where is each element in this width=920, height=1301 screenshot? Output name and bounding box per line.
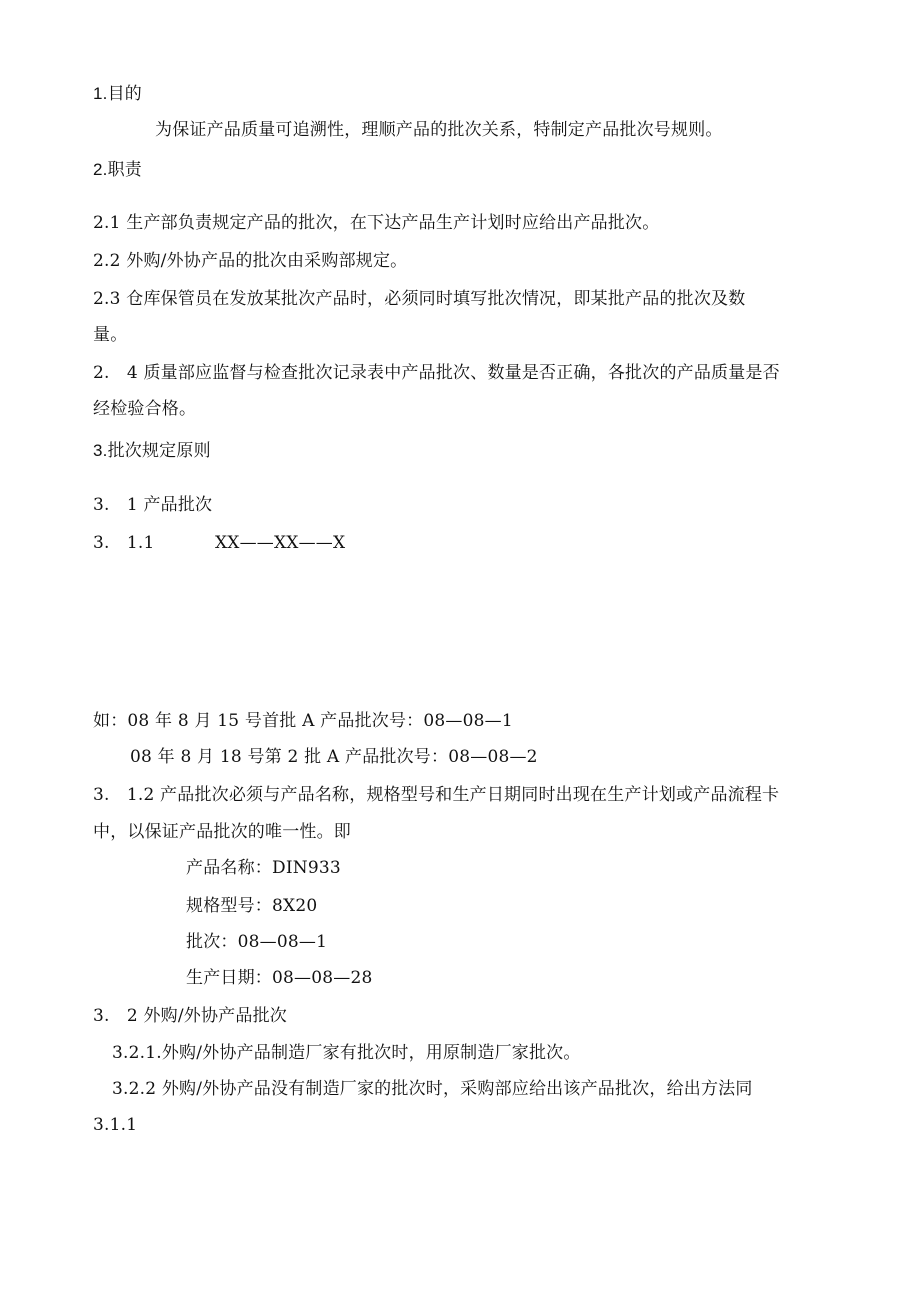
rule-3-1-2-line1: 3. 1.2 产品批次必须与产品名称，规格型号和生产日期同时出现在生产计划或产品流程卡: [93, 785, 780, 805]
rule-3-2-1: 3.2.1.外购/外协产品制造厂家有批次时，用原制造厂家批次。: [112, 1043, 581, 1063]
heading-purpose: 1.目的: [93, 84, 142, 103]
responsibility-2-4-line1: 2. 4 质量部应监督与检查批次记录表中产品批次、数量是否正确，各批次的产品质量是否: [93, 363, 780, 383]
rule-3-2-2-line1: 3.2.2 外购/外协产品没有制造厂家的批次时，采购部应给出该产品批次，给出方法同: [112, 1079, 753, 1099]
batch-field: 批次：08—08—1: [186, 932, 328, 952]
batch-format: XX——XX——X: [215, 533, 346, 553]
spec-field: 规格型号：8X20: [186, 896, 318, 916]
purpose-text: 为保证产品质量可追溯性，理顺产品的批次关系，特制定产品批次号规则。: [155, 120, 723, 140]
rule-3-2-2-line2: 3.1.1: [93, 1115, 138, 1135]
rule-3-1-2-line2: 中，以保证产品批次的唯一性。即: [93, 822, 351, 842]
heading-batch-rules: 3.批次规定原则: [93, 441, 211, 460]
responsibility-2-3-line2: 量。: [93, 325, 128, 345]
responsibility-2-3-line1: 2.3 仓库保管员在发放某批次产品时，必须同时填写批次情况，即某批产品的批次及数: [93, 289, 746, 309]
responsibility-2-1: 2.1 生产部负责规定产品的批次，在下达产品生产计划时应给出产品批次。: [93, 213, 660, 233]
product-name-field: 产品名称：DIN933: [186, 858, 341, 878]
heading-responsibilities: 2.职责: [93, 160, 142, 179]
example-line-1: 如：08 年 8 月 15 号首批 A 产品批次号：08—08—1: [93, 711, 513, 731]
production-date-field: 生产日期：08—08—28: [186, 968, 373, 988]
responsibility-2-4-line2: 经检验合格。: [93, 399, 197, 419]
example-line-2: 08 年 8 月 18 号第 2 批 A 产品批次号：08—08—2: [130, 747, 538, 767]
responsibility-2-2: 2.2 外购/外协产品的批次由采购部规定。: [93, 251, 408, 271]
subheading-outsourced-batch: 3. 2 外购/外协产品批次: [93, 1006, 287, 1026]
rule-3-1-1-number: 3. 1.1: [93, 533, 155, 553]
subheading-product-batch: 3. 1 产品批次: [93, 495, 213, 515]
